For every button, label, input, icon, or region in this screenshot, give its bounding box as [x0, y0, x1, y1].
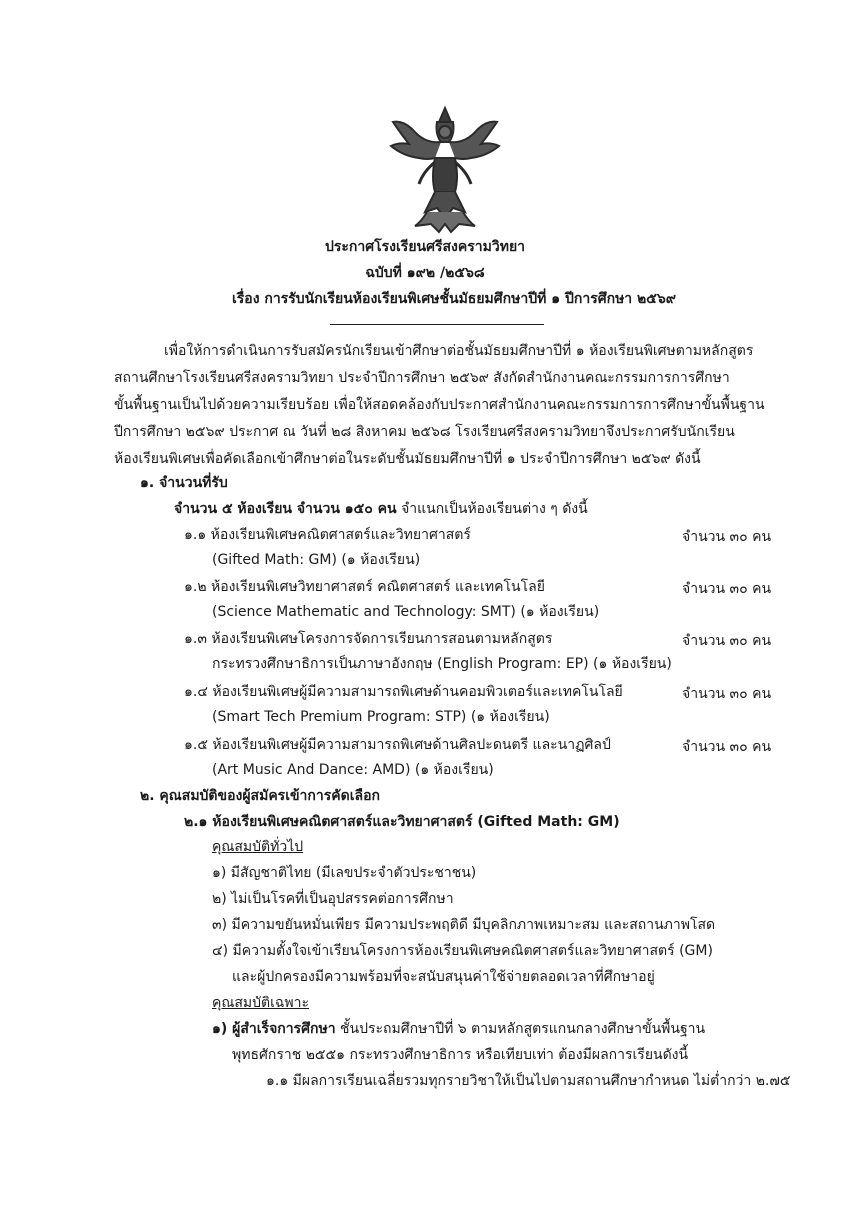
class-item-1-subtitle: (Gifted Math: GM) (๑ ห้องเรียน)	[212, 552, 421, 568]
general-item-1: ๑) มีสัญชาติไทย (มีเลขประจำตัวประชาชน)	[212, 865, 477, 881]
class-item-4-subtitle: (Smart Tech Premium Program: STP) (๑ ห้องเรียน)	[212, 709, 550, 725]
class-item-2-subtitle: (Science Mathematic and Technology: SMT) (๑ ห้องเรียน)	[212, 604, 600, 620]
intro-paragraph	[114, 338, 780, 473]
section1-heading: ๑. จำนวนที่รับ	[140, 475, 228, 491]
announcement-title: ประกาศโรงเรียนศรีสงครามวิทยา	[324, 239, 526, 255]
class-item-5: ๑.๕ ห้องเรียนพิเศษผู้มีความสามารถพิเศษด้านศิลปะดนตรี และนาฏศิลป์	[184, 737, 611, 753]
subject-line: เรื่อง การรับนักเรียนห้องเรียนพิเศษชั้นมัธยมศึกษาปีที่ ๑ ปีการศึกษา ๒๕๖๙	[232, 291, 677, 307]
intro-line: ปีการศึกษา ๒๕๖๙ ประกาศ ณ วันที่ ๒๘ สิงหาคม ๒๕๖๘ โรงเรียนศรีสงครามวิทยาจึงประกาศรับนักเรียน	[114, 424, 735, 440]
specific-qualifications-title: คุณสมบัติเฉพาะ	[212, 995, 310, 1011]
class-item-2: ๑.๒ ห้องเรียนพิเศษวิทยาศาสตร์ คณิตศาสตร์ และเทคโนโลยี	[184, 579, 545, 595]
section2-heading: ๒. คุณสมบัติของผู้สมัครเข้าการคัดเลือก	[140, 788, 380, 804]
specific-item-1-bold: ๑) ผู้สำเร็จการศึกษา	[212, 1021, 336, 1037]
class-item-3-subtitle: กระทรวงศึกษาธิการเป็นภาษาอังกฤษ (English Program: EP) (๑ ห้องเรียน)	[212, 656, 672, 672]
specific-item-1	[212, 1020, 705, 1038]
section1-summary	[174, 500, 588, 518]
specific-item-1-rest: ชั้นประถมศึกษาปีที่ ๖ ตามหลักสูตรแกนกลางศึกษาขั้นพื้นฐาน	[335, 1021, 706, 1037]
intro-line: ห้องเรียนพิเศษเพื่อคัดเลือกเข้าศึกษาต่อในระดับชั้นมัธยมศึกษาปีที่ ๑ ประจำปีการศึกษา ๒๕๖๙ ดังนี้	[114, 451, 701, 467]
issue-number: ฉบับที่ ๑๙๒ /๒๕๖๘	[365, 265, 485, 281]
section2-subheading: ๒.๑ ห้องเรียนพิเศษคณิตศาสตร์และวิทยาศาสตร์ (Gifted Math: GM)	[184, 814, 620, 830]
general-item-4-continued: และผู้ปกครองมีความพร้อมที่จะสนับสนุนค่าใช้จ่ายตลอดเวลาที่ศึกษาอยู่	[232, 969, 655, 985]
general-item-2: ๒) ไม่เป็นโรคที่เป็นอุปสรรคต่อการศึกษา	[212, 891, 454, 907]
general-item-4: ๔) มีความตั้งใจเข้าเรียนโครงการห้องเรียนพิเศษคณิตศาสตร์และวิทยาศาสตร์ (GM)	[212, 943, 713, 959]
section1-summary-bold: จำนวน ๕ ห้องเรียน จำนวน ๑๕๐ คน	[174, 501, 397, 517]
general-qualifications-title: คุณสมบัติทั่วไป	[212, 839, 304, 855]
class-item-2-count: จำนวน ๓๐ คน	[682, 581, 772, 597]
class-item-5-count: จำนวน ๓๐ คน	[682, 739, 772, 755]
class-item-3-count: จำนวน ๓๐ คน	[682, 633, 772, 649]
class-item-3: ๑.๓ ห้องเรียนพิเศษโครงการจัดการเรียนการสอนตามหลักสูตร	[184, 631, 553, 647]
section1-summary-rest: จำแนกเป็นห้องเรียนต่าง ๆ ดังนี้	[396, 501, 588, 517]
specific-item-1-continued: พุทธศักราช ๒๕๕๑ กระทรวงศึกษาธิการ หรือเทียบเท่า ต้องมีผลการเรียนดังนี้	[232, 1047, 689, 1063]
class-item-4: ๑.๔ ห้องเรียนพิเศษผู้มีความสามารถพิเศษด้านคอมพิวเตอร์และเทคโนโลยี	[184, 684, 623, 700]
specific-subitem-1-1: ๑.๑ มีผลการเรียนเฉลี่ยรวมทุกรายวิชาให้เป็นไปตามสถานศึกษากำหนด ไม่ต่ำกว่า ๒.๗๕	[266, 1073, 791, 1089]
general-item-3: ๓) มีความขยันหมั่นเพียร มีความประพฤติดี มีบุคลิกภาพเหมาะสม และสถานภาพโสด	[212, 917, 716, 933]
garuda-emblem-icon	[385, 100, 505, 240]
class-item-5-subtitle: (Art Music And Dance: AMD) (๑ ห้องเรียน)	[212, 762, 494, 778]
class-item-1-count: จำนวน ๓๐ คน	[682, 529, 772, 545]
intro-line: เพื่อให้การดำเนินการรับสมัครนักเรียนเข้าศึกษาต่อชั้นมัธยมศึกษาปีที่ ๑ ห้องเรียนพิเศษตามหลักสูตร	[164, 343, 754, 359]
title-divider	[330, 324, 544, 325]
intro-line: สถานศึกษาโรงเรียนศรีสงครามวิทยา ประจำปีการศึกษา ๒๕๖๙ สังกัดสำนักงานคณะกรรมการการศึกษา	[114, 370, 730, 386]
intro-line: ขั้นพื้นฐานเป็นไปด้วยความเรียบร้อย เพื่อให้สอดคล้องกับประกาศสำนักงานคณะกรรมการการศึกษาขั้นพื้นฐาน	[114, 397, 765, 413]
class-item-4-count: จำนวน ๓๐ คน	[682, 686, 772, 702]
class-item-1: ๑.๑ ห้องเรียนพิเศษคณิตศาสตร์และวิทยาศาสตร์	[184, 527, 471, 543]
